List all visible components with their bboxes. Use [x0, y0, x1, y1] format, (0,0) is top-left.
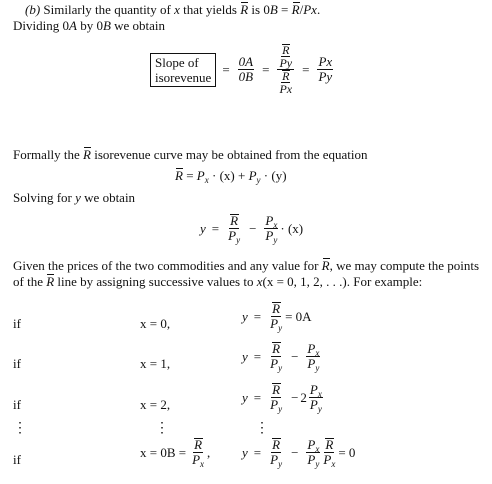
- row-y-1: y = $\frac{R}{P_y}$ = 0A: [242, 301, 312, 333]
- row-if-2: if: [13, 356, 21, 371]
- row-if-4: if: [13, 452, 21, 467]
- solving-line: Solving for y we obtain: [13, 190, 136, 205]
- paragraph-b: (b) Similarly the quantity of x that yields R is 0B = R/Px.: [25, 2, 321, 17]
- row-x-2: x = 1,: [140, 356, 171, 371]
- compound-fraction: $\frac{\frac{R}{Py}}{\frac{R}{Px}}$: [279, 43, 293, 96]
- row-x-4: x = 0B = $\frac{R}{P_x}$ ,: [140, 437, 211, 469]
- fraction-px-py: $\frac{Px}{Py}$: [318, 54, 333, 84]
- row-x-1: x = 0,: [140, 316, 171, 331]
- vertical-dots-2: ⋮: [155, 421, 169, 436]
- given-line-1: Given the prices of the two commodities and any value for R, we may compute the points: [13, 258, 480, 273]
- row-if-3: if: [13, 397, 21, 412]
- row-y-2: y = $\frac{R}{P_y}$ − $\frac{P_x}{P_y}$: [242, 341, 320, 373]
- slope-bracket: Slope of isorevenue: [150, 53, 216, 87]
- vertical-dots-3: ⋮: [255, 421, 269, 436]
- equation-y: y = $\frac{R}{P_y}$ − $\frac{P_x}{P_y}$ · (x): [200, 213, 304, 245]
- vertical-dots-1: ⋮: [13, 421, 27, 436]
- formally-line: Formally the R isorevenue curve may be obtained from the equation: [13, 147, 368, 162]
- row-if-1: if: [13, 316, 21, 331]
- row-y-4: y = $\frac{R}{P_y}$ − $\frac{P_x}{P_y}$ $\frac{R}{P_x}$ = 0: [242, 437, 356, 469]
- fraction-0a-0b: $\frac{0A}{0B}$: [238, 54, 254, 84]
- label-b: (b): [25, 2, 41, 17]
- row-x-3: x = 2,: [140, 397, 171, 412]
- row-y-3: y = $\frac{R}{P_y}$ − 2 $\frac{P_x}{P_y}$: [242, 382, 322, 414]
- given-line-2: of the R line by assigning successive values to x(x = 0, 1, 2, . . .). For example:: [13, 274, 423, 289]
- dividing-line: Dividing 0A by 0B we obtain: [13, 18, 166, 33]
- equation-r: $R = P_x \cdot (x) + P_y \cdot (y)$: [175, 168, 287, 185]
- slope-equation: Slope of isorevenue = $\frac{0A}{0B}$ = $\frac{\frac{R}{Py}}{\frac{R}{Px}}$ = $\frac{Px}{Py}$: [150, 44, 335, 95]
